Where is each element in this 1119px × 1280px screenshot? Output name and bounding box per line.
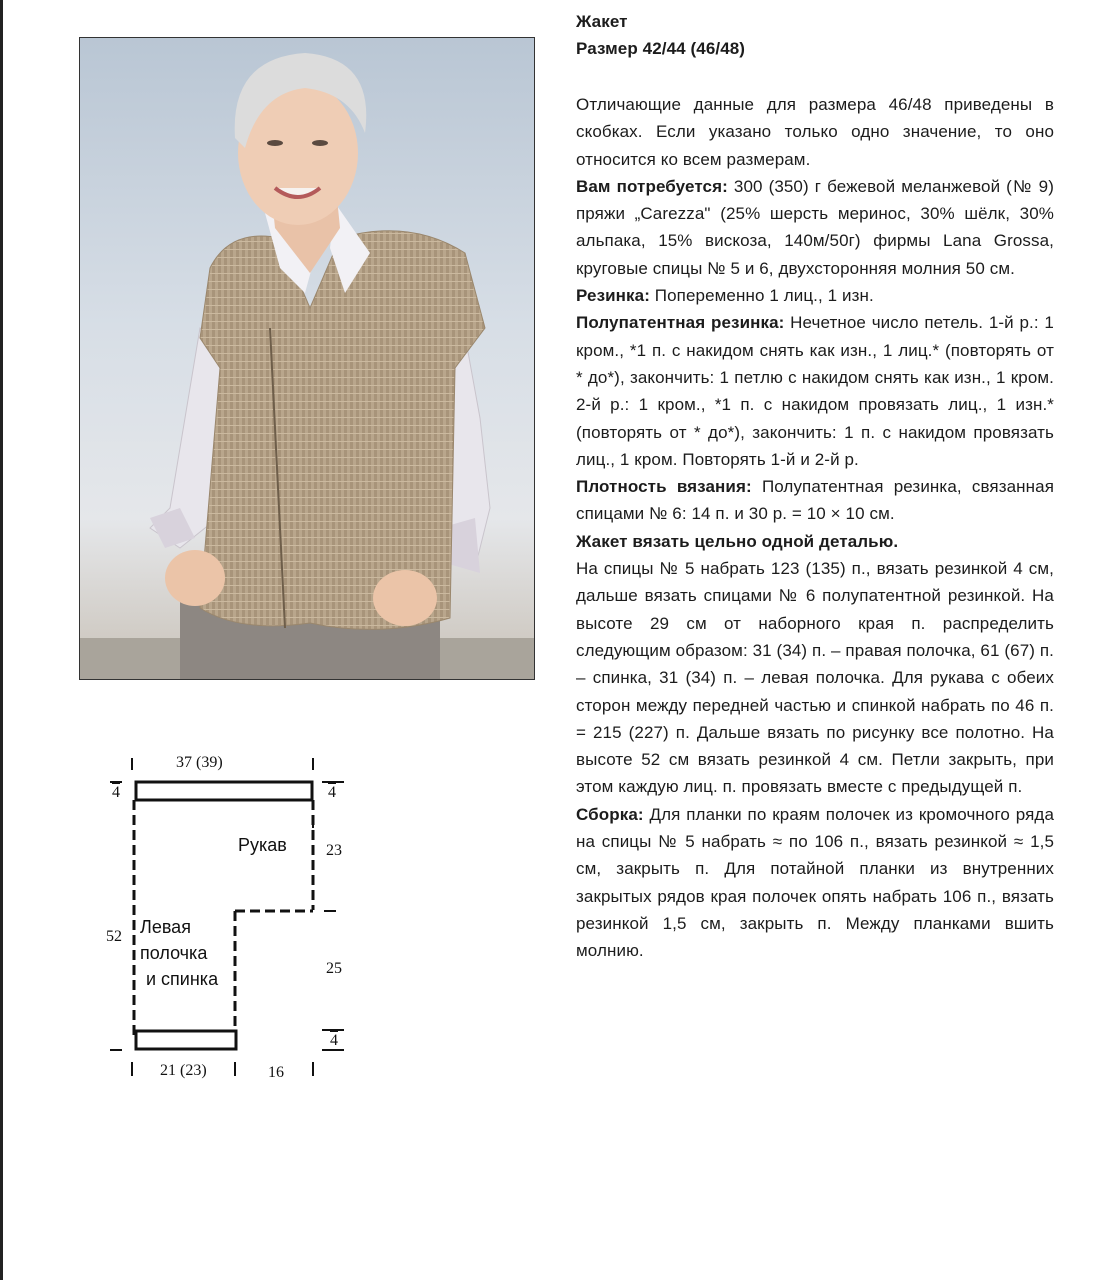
rib-text: Попеременно 1 лиц., 1 изн. [654,286,874,306]
pattern-schematic [100,748,360,1093]
assembly-text: Для планки по краям полочек из кромочного ряда на спицы № 5 набрать ≈ по 106 п., вязать резинкой ≈ 1,5 см, закрыть п. Для потайной планки из внутренних закрытых рядов края полочек опять набрать 106 п., вязать резинкой 1,5 см, закрыть п. Между планками вшить молнию. [576,804,1055,961]
sleeve-label: Рукав [238,835,287,855]
rib-bottom-right-label: 4 [330,1032,338,1049]
model-photo [79,37,535,680]
rib-label: Резинка: [576,286,650,306]
gauge-paragraph [576,473,1054,528]
body-label-line-1: Левая [140,917,191,937]
page-left-border [0,0,3,1280]
rib-top-left-label: 4 [112,784,120,801]
body-instructions: На спицы № 5 набрать 123 (135) п., вязать резинкой 4 см, дальше вязать спицами № 6 полупатентной резинкой. На высоте 29 см от наборного края п. распределить следующим образом: 31 (34) п. – правая полочка, 61 (67) п. – спинка, 31 (34) п. – левая полочка. Для рукава с обеих сторон между передней частью и спинкой набрать по 46 п. = 215 (227) п. Дальше вязать по рисунку все полотно. На высоте 52 см вязать резинкой 4 см. Петли закрыть, при этом каждую лиц. п. провязать вместе с предыдущей п. [576,559,1054,797]
materials-paragraph [576,173,1054,282]
materials-label: Вам потребуется: [576,176,728,196]
pattern-size: Размер 42/44 (46/48) [576,39,746,58]
assembly-paragraph [576,801,1054,965]
assembly-label: Сборка: [576,804,644,824]
total-height-label: 52 [106,928,122,945]
pattern-text-column [576,8,1054,965]
pattern-title: Жакет [576,12,628,31]
gauge-label: Плотность вязания: [576,477,752,497]
materials-text: 300 (350) г бежевой меланжевой (№ 9) пряжи „Carezza" (25% шерсть меринос, 30% шёлк, 30% альпака, 15% вискоза, 140м/50г) фирмы Lana Grossa, круговые спицы № 5 и 6, двухсторонняя молния 50 см. [576,176,1054,278]
half-patent-label: Полупатентная резинка: [576,313,785,333]
top-width-label: 37 (39) [176,754,223,771]
body-heading: Жакет вязать цельно одной деталью. [576,531,899,551]
sleeve-extra-width-label: 16 [268,1064,284,1081]
intro-paragraph: Отличающие данные для размера 46/48 приведены в скобках. Если указано только одно значение, то оно относится ко всем размерам. [576,95,1054,169]
gauge-text: Полупатентная резинка, связанная спицами № 6: 14 п. и 30 р. = 10 × 10 см. [576,477,1055,524]
bottom-width-label: 21 (23) [160,1062,207,1079]
body-label-line-3: и спинка [146,969,219,989]
rib-paragraph [576,282,1054,309]
half-patent-text: Нечетное число петель. 1-й р.: 1 кром., *1 п. с накидом снять как изн., 1 лиц.* (повторять от * до*), закончить: 1 петлю с накидом снять как изн., 1 кром. 2-й р.: 1 кром., *1 п. с накидом провязать лиц., 1 изн.* (повторять от * до*), закончить: 1 п. с накидом провязать лиц., 1 кром. Повторять 1-й и 2-й р. [576,313,1054,469]
half-patent-paragraph [576,309,1054,473]
sleeve-height-label: 23 [326,842,342,859]
body-height-label: 25 [326,960,342,977]
body-label-line-2: полочка [140,943,208,963]
rib-top-right-label: 4 [328,784,336,801]
